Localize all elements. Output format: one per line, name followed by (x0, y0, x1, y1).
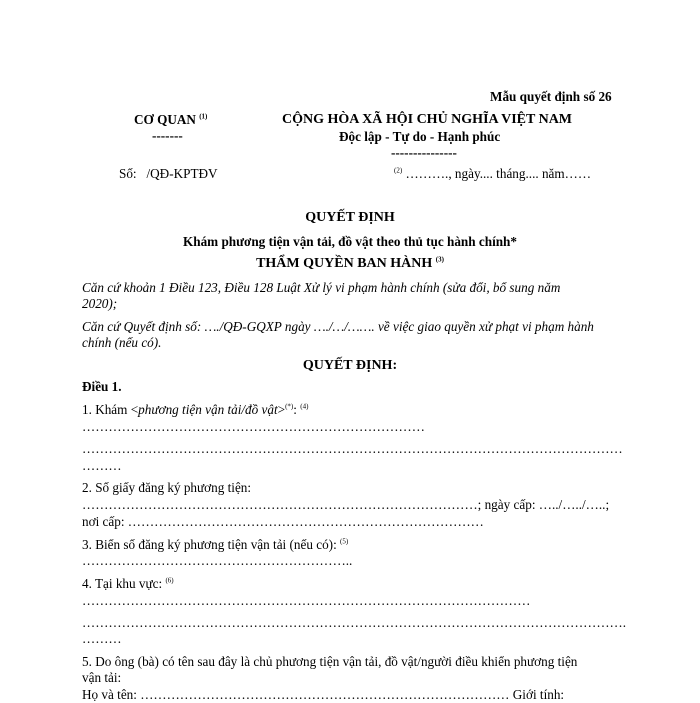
item-4-blank-line-2: ……………………………………………………………………………………………………………. (82, 615, 626, 630)
authority-label: THẨM QUYỀN BAN HÀNH (256, 256, 433, 271)
item-1-label: 1. Khám <phương tiện vận tải/đồ vật>(*): $^{(4)}$ (82, 402, 309, 417)
article-1-label: Điều 1. (82, 379, 122, 394)
nation-name: CỘNG HÒA XÃ HỘI CHỦ NGHĨA VIỆT NAM (282, 112, 573, 127)
item-5-label: 5. Do ông (bà) có tên sau đây là chủ phương tiện vận tải, đồ vật/người điều khiển phương tiện (82, 654, 578, 669)
document-title: QUYẾT ĐỊNH (305, 210, 395, 225)
form-number: Mẫu quyết định số 26 (490, 89, 612, 104)
item-1-blank-line-3: ……… (82, 458, 122, 473)
item-2-blank-line-1: ………………………………………………………………………………; ngày cấp: …../…../…..; (82, 497, 610, 512)
motto-rule: --------------- (391, 145, 457, 160)
item-5-line-2: vận tải: (82, 670, 122, 685)
item-5-name-line: Họ và tên: ………………………………………………………………………… Giới tính: (82, 687, 565, 702)
motto: Độc lập - Tự do - Hạnh phúc (339, 129, 501, 144)
decision-heading: QUYẾT ĐỊNH: (302, 358, 398, 373)
item-1-blank-line-2: …………………………………………………………………………………………………………… (82, 441, 623, 456)
agency-label: CƠ QUAN (134, 112, 196, 127)
authority-footnote-ref: (3) (435, 255, 444, 264)
agency-dash: ------- (152, 128, 183, 143)
item-2-blank-line-2: nơi cấp: ……………………………………………………………………… (82, 514, 484, 529)
date-footnote-ref: (2) (394, 166, 403, 175)
item-1-blank-line-1: …………………………………………………………………… (82, 419, 425, 434)
date-text: ………., ngày.... tháng.... năm…… (405, 166, 592, 181)
preamble-2-line-2: chính (nếu có). (82, 335, 162, 350)
document-date (394, 166, 591, 182)
document-number: Số: /QĐ-KPTĐV (119, 166, 218, 181)
preamble-1-line-2: 2020); (82, 296, 118, 311)
agency-footnote-ref: (1) (199, 112, 208, 121)
item-4-blank-line-3: ……… (82, 631, 122, 646)
preamble-1-line-1: Căn cứ khoản 1 Điều 123, Điều 128 Luật Xử lý vi phạm hành chính (sửa đổi, bổ sung năm (82, 280, 561, 295)
item-3-blank-line-1: …………………………………………………….. (82, 553, 353, 568)
item-4-blank-line-1: ………………………………………………………………………………………… (82, 593, 531, 608)
item-2-label: 2. Số giấy đăng ký phương tiện: (82, 480, 252, 495)
agency-name (134, 112, 207, 128)
item-3-label: 3. Biển số đăng ký phương tiện vận tải (nếu có): $^{(5)}$ (82, 537, 349, 552)
issuing-authority (0, 256, 700, 272)
document-subject: Khám phương tiện vận tải, đồ vật theo thủ tục hành chính* (183, 234, 517, 249)
item-4-label: 4. Tại khu vực: $^{(6)}$ (82, 576, 174, 591)
preamble-2-line-1: Căn cứ Quyết định số: …./QĐ-GQXP ngày …./…/……. về việc giao quyền xử phạt vi phạm hành (82, 319, 594, 334)
